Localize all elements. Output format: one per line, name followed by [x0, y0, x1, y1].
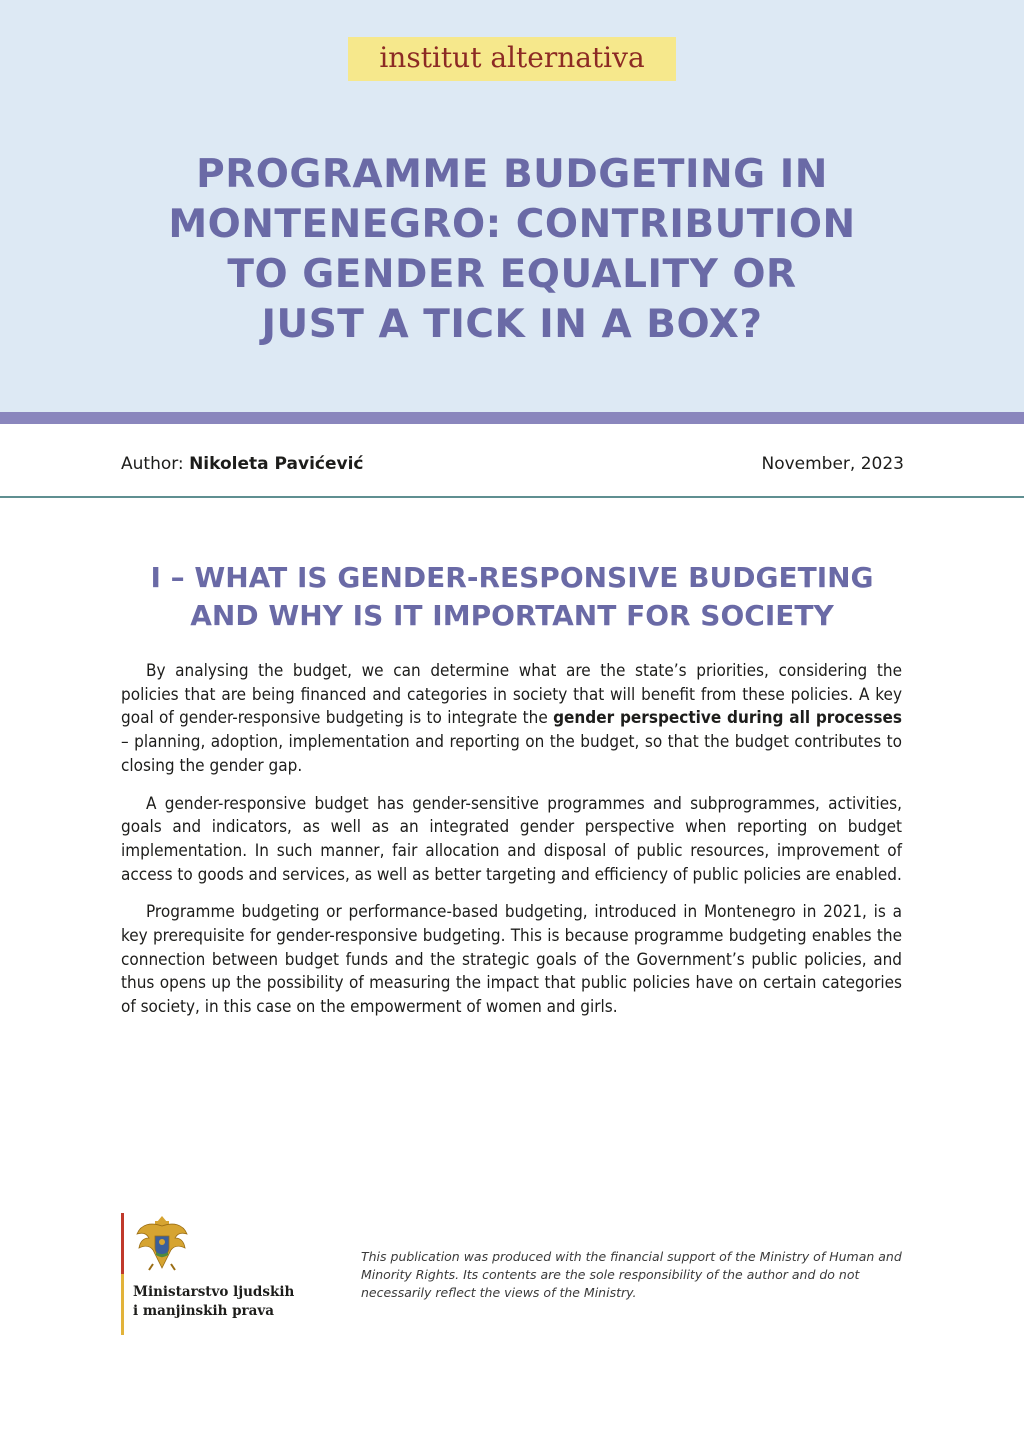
brand-logo: institut alternativa — [379, 41, 645, 74]
author-label: Author: — [121, 454, 190, 474]
author-row — [121, 454, 904, 480]
paragraph-2: A gender-responsive budget has gender-sensitive programmes and subprogrammes, activities, goals and indicators, as well as an integrated gender perspective when reporting on budget implementation. In such manner, fair allocation and disposal of public resources, improvement of access to goods and services, as well as better targeting and efficiency of public policies are enabled. — [121, 793, 902, 885]
section-heading-line: I – WHAT IS GENDER-RESPONSIVE BUDGETING — [150, 561, 874, 594]
coat-of-arms-icon — [133, 1212, 191, 1274]
ministry-accent-bar — [121, 1213, 124, 1335]
title-line: TO GENDER EQUALITY OR — [227, 252, 797, 297]
ministry-name — [133, 1283, 333, 1321]
title-line: JUST A TICK IN A BOX? — [261, 302, 763, 347]
title-line: MONTENEGRO: CONTRIBUTION — [168, 202, 856, 247]
paragraph-1-end: – planning, adoption, implementation and reporting on the budget, so that the budget contributes to closing the gender gap. — [121, 732, 902, 776]
paragraph-1-start: By analysing the budget, we can determine what are the state’s priorities, considering the policies that are being financed and categories in society that will benefit from these policies. A key goal of gender-responsive budgeting is to integrate the — [121, 661, 902, 729]
body-text — [121, 660, 902, 1034]
header-divider — [0, 412, 1024, 424]
funding-disclaimer: This publication was produced with the financial support of the Ministry of Human and Minority Rights. Its contents are the sole responsibility of the author and do not necessarily reflect the views of the Ministry. — [361, 1249, 902, 1300]
publication-date: November, 2023 — [761, 454, 904, 474]
ministry-name-line: i manjinskih prava — [133, 1303, 274, 1319]
author — [121, 454, 364, 474]
paragraph-1 — [121, 660, 902, 779]
section-heading — [80, 559, 944, 635]
document-title — [60, 150, 964, 350]
paragraph-3: Programme budgeting or performance-based budgeting, introduced in Montenegro in 2021, is a key prerequisite for gender-responsive budgeting. This is because programme budgeting enables the connection between budget funds and the strategic goals of the Government’s public policies, and thus opens up the possibility of measuring the impact that public policies have on certain categories of society, in this case on the empowerment of women and girls. — [121, 902, 902, 1018]
meta-divider — [0, 496, 1024, 498]
section-heading-line: AND WHY IS IT IMPORTANT FOR SOCIETY — [190, 599, 834, 632]
ministry-name-line: Ministarstvo ljudskih — [133, 1284, 295, 1300]
title-line: PROGRAMME BUDGETING IN — [196, 152, 828, 197]
paragraph-1-emphasis: gender perspective during all processes — [553, 708, 902, 729]
author-name: Nikoleta Pavićević — [189, 454, 364, 474]
